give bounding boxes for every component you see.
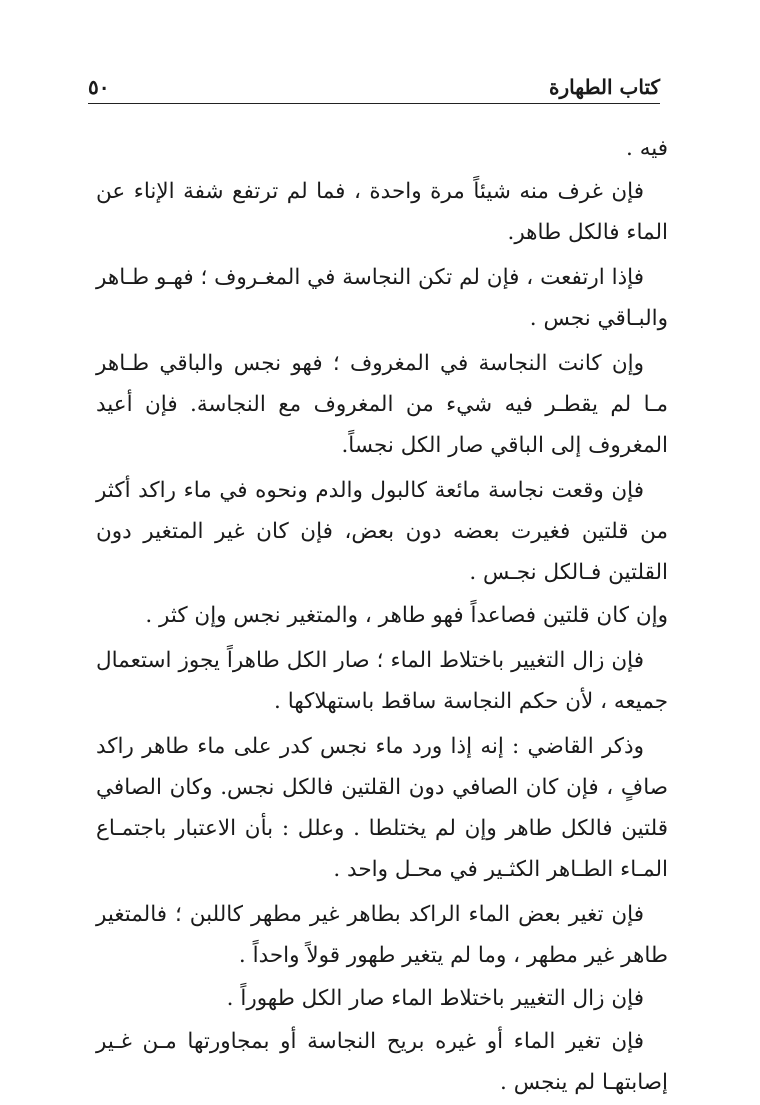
paragraph: فإن زال التغيير باختلاط الماء ؛ صار الكل طاهراً يجوز استعمال جميعه ، لأن حكم النجاسة ساقط باستهلاكها . (96, 648, 668, 714)
paragraph: وإن كان قلتين فصاعداً فهو طاهر ، والمتغير نجس وإن كثر . (145, 603, 668, 628)
paragraph: وذكر القاضي : إنه إذا ورد ماء نجس كدر على ماء طاهر راكد صافٍ ، فإن كان الصافي دون القلتين فالكل نجس. وكان الصافي قلتين فالكل طاهر وإن لم يختلطا . وعلل : بأن الاعتبار باجتمـاع المـاء الطـاهر الكثـير في محـل واحد . (96, 734, 668, 882)
paragraph: فإذا ارتفعت ، فإن لم تكن النجاسة في المغـروف ؛ فهـو طـاهر والبـاقي نجس . (96, 265, 668, 331)
paragraph: فإن تغير بعض الماء الراكد بطاهر غير مطهر كاللبن ؛ فالمتغير طاهر غير مطهر ، وما لم يتغير طهور قولاً واحداً . (96, 902, 668, 968)
body-text (96, 128, 668, 1105)
paragraph: فإن غرف منه شيئاً مرة واحدة ، فما لم ترتفع شفة الإناء عن الماء فالكل طاهر. (96, 179, 668, 245)
paragraph: فإن تغير الماء أو غيره بريح النجاسة أو بمجاورتها مـن غـير إصابتهـا لم ينجس . (96, 1029, 668, 1095)
book-title: كتاب الطهارة (549, 75, 660, 99)
page-number: ٥٠ (88, 75, 110, 99)
paragraph: فإن وقعت نجاسة مائعة كالبول والدم ونحوه في ماء راكد أكثر من قلتين فغيرت بعضه دون بعض، فإن كان غير المتغير دون القلتين فـالكل نجـس . (96, 478, 668, 585)
paragraph: وإن كانت النجاسة في المغروف ؛ فهو نجس والباقي طـاهر مـا لم يقطـر فيه شيء من المغروف مع النجاسة. فإن أعيد المغروف إلى الباقي صار الكل نجساً. (96, 351, 668, 458)
running-header (88, 70, 660, 104)
paragraph: فإن زال التغيير باختلاط الماء صار الكل طهوراً . (226, 986, 644, 1011)
paragraph-continuation: فيه . (626, 136, 668, 161)
